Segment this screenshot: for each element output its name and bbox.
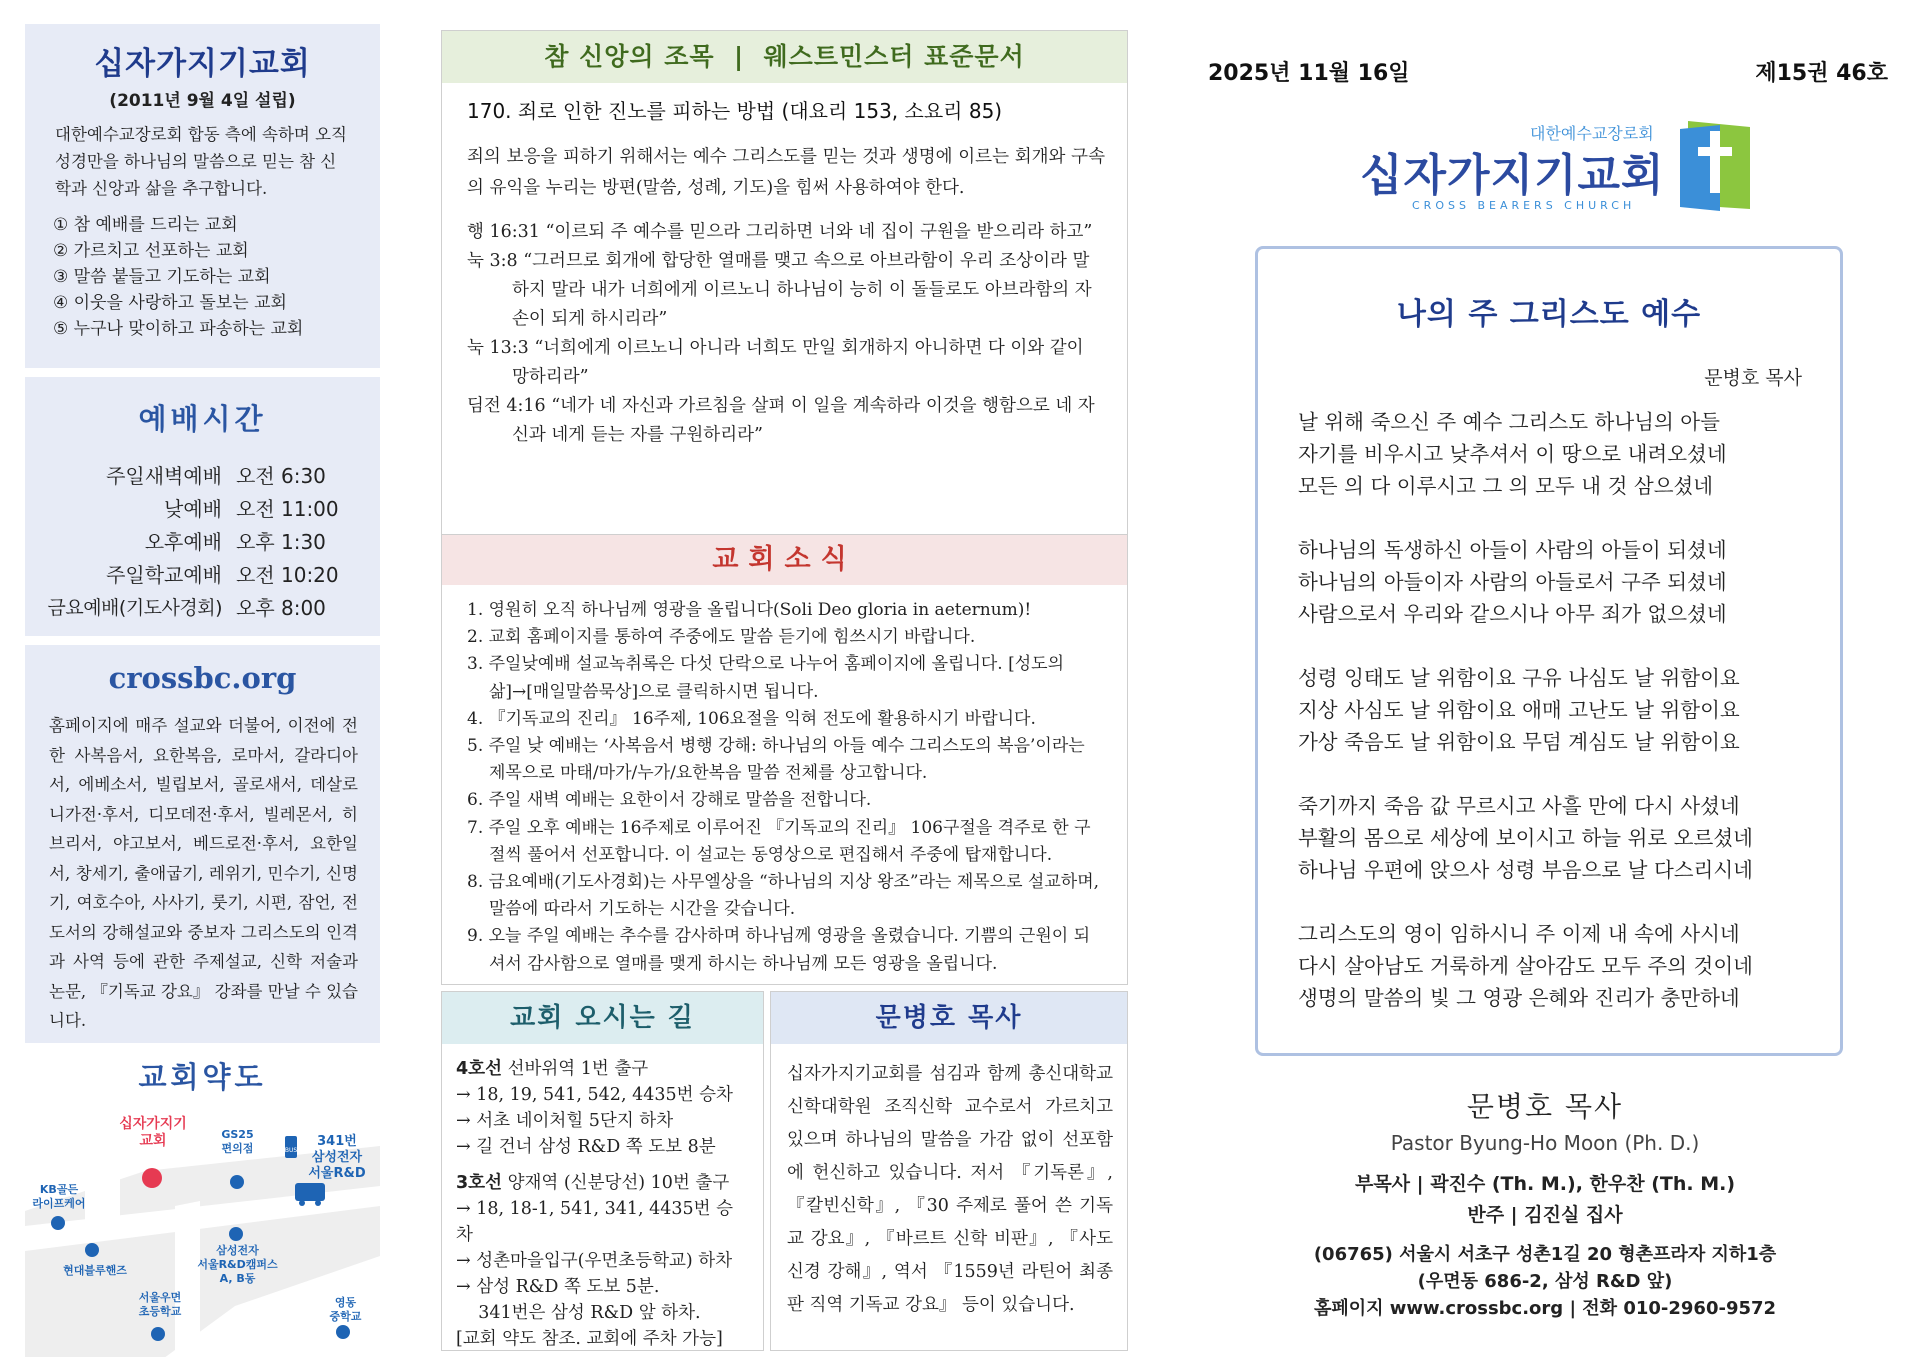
hymn-title: 나의 주 그리스도 예수 [1396, 297, 1702, 332]
news-item: 1. 영원히 오직 하나님께 영광을 올립니다(Soli Deo gloria in aeternum)! [467, 600, 1032, 620]
church-logo [1360, 115, 1780, 225]
logo-english: CROSS BEARERS CHURCH [1412, 199, 1636, 212]
line4-heading [456, 1056, 749, 1082]
motto-item: ② 가르치고 선포하는 교회 [53, 241, 249, 261]
motto-list [41, 212, 364, 342]
church-intro: 대한예수교장로회 합동 측에 속하며 오직 성경만을 하나님의 말씀으로 믿는 참 신학과 신앙과 삶을 추구합니다. [55, 125, 347, 198]
news-item: 3. 주일낮예배 설교녹취록은 다섯 단락으로 나누어 홈페이지에 올립니다. [성도의 삶]→[매일말씀묵상]으로 클릭하시면 됩니다. [467, 654, 1064, 702]
map-label-gs25: GS25 편의점 [221, 1128, 254, 1155]
news-item: 9. 오늘 주일 예배는 추수를 감사하며 하나님께 영광을 올렸습니다. 기쁨의 근원이 되셔서 감사함으로 열매를 맺게 하시는 하나님께 모든 영광을 올립니다. [467, 926, 1090, 974]
kb-marker [51, 1216, 65, 1230]
catechism-header: 참 신앙의 조목 | 웨스트민스터 표준문서 [442, 31, 1127, 83]
direction-step: → 성촌마을입구(우면초등학교) 하차 [456, 1251, 733, 1271]
hymn-line: 모든 의 다 이루시고 그 의 모두 내 것 삼으셨네 [1298, 474, 1714, 498]
hymn-line: 부활의 몸으로 세상에 보이시고 하늘 위로 오르셨네 [1298, 826, 1753, 850]
hymn-line: 날 위해 죽으신 주 예수 그리스도 하나님의 아들 [1298, 410, 1720, 434]
map-label-samsung: 삼성전자 서울R&D캠퍼스 A, B동 [197, 1244, 278, 1285]
catechism-box [441, 30, 1128, 535]
pastor-bio: 십자가지기교회를 섬김과 함께 총신대학교 신학대학원 조직신학 교수로서 가르치고 있으며 하나님의 말씀을 가감 없이 선포함에 헌신하고 있습니다. 저서 『기독론』, 『칼빈신학』, 『30 주제로 풀어 쓴 기독교 강요』, 『바르트 신학 비판』, 『사도신경 강해』, 역서 『1559년 라틴어 최종판 직역 기독교 강요』 등이 있습니다. [787, 1064, 1113, 1315]
hymn-line: 사람으로서 우리와 같으시나 아무 죄가 없으셨네 [1298, 602, 1727, 626]
spacer [456, 1160, 749, 1170]
map-label-bus: 341번 삼성전자 서울R&D [308, 1134, 366, 1181]
worship-time: 오전 6:30 [236, 464, 326, 488]
map-label-school: 서울우면 초등학교 [138, 1291, 182, 1318]
motto-item: ④ 이웃을 사랑하고 돌보는 교회 [53, 293, 287, 313]
bus-icon [295, 1183, 325, 1201]
pastor-header: 문병호 목사 [771, 992, 1127, 1044]
direction-step: → 18, 18-1, 541, 341, 4435번 승차 [456, 1199, 734, 1245]
hymn-line: 성령 잉태도 날 위함이요 구유 나심도 날 위함이요 [1298, 666, 1740, 690]
news-item: 2. 교회 홈페이지를 통하여 주중에도 말씀 듣기에 힘쓰시기 바랍니다. [467, 627, 976, 648]
hymn-line: 그리스도의 영이 임하시니 주 이제 내 속에 사시네 [1298, 922, 1740, 946]
map-label-kb: KB골든 라이프케어 [32, 1183, 86, 1210]
hymn-line: 다시 살아남도 거룩하게 살아감도 모두 주의 것이네 [1298, 954, 1753, 978]
line3-label: 3호선 [456, 1173, 502, 1193]
website-description: 홈페이지에 매주 설교와 더불어, 이전에 전한 사복음서, 요한복음, 로마서, 갈라디아서, 에베소서, 빌립보서, 골로새서, 데살로니가전·후서, 디모데전·후서, 빌레몬서, 히브리서, 야고보서, 베드로전·후서, 요한일서, 창세기, 출애굽기, 레위기, 민수기, 신명기, 여호수아, 사사기, 룻기, 시편, 잠언, 전도서의 강해설교와 중보자 그리스도의 인격과 사역 등에 관한 주제설교, 신학 저술과 논문, 『기독교 강요』 강좌를 만날 수 있습니다. [49, 716, 358, 1030]
catechism-answer: 죄의 보응을 피하기 위해서는 예수 그리스도를 믿는 것과 생명에 이르는 회개와 구속의 유익을 누리는 방편(말씀, 성례, 기도)을 힘써 사용하여야 한다. [467, 147, 1105, 198]
worship-time: 오전 11:00 [236, 497, 339, 521]
worship-name: 금요예배(기도사경회) [47, 597, 222, 619]
hyundai-marker [85, 1243, 99, 1257]
worship-panel [25, 377, 380, 636]
school-marker [151, 1327, 165, 1341]
hymn-stanza [1298, 406, 1808, 502]
scripture-verse: 눅 3:8 “그러므로 회개에 합당한 열매를 맺고 속으로 아브라함이 우리 조상이라 말하지 말라 내가 너희에게 이르노니 하나님이 능히 이 돌들로도 아브라함의 자손이 되게 하시리라” [467, 251, 1092, 329]
website-panel [25, 645, 380, 1043]
middle-school-marker [336, 1325, 350, 1339]
middle-column [441, 30, 1128, 1351]
church-name: 십자가지기교회 [94, 46, 311, 82]
line4-station: 선바위역 1번 출구 [502, 1059, 649, 1079]
motto-item: ⑤ 누구나 맞이하고 파송하는 교회 [53, 319, 304, 339]
hymn-stanza [1298, 790, 1808, 886]
directions-header: 교회 오시는 길 [442, 992, 763, 1044]
worship-row [41, 526, 364, 559]
footer [1190, 1085, 1900, 1322]
hymn-line: 하나님의 아들이자 사람의 아들로서 구주 되셨네 [1298, 570, 1727, 594]
church-map [25, 1106, 380, 1357]
logo-name: 십자가지기교회 [1360, 150, 1665, 201]
map-label-church: 십자가지기 교회 [119, 1116, 187, 1149]
hymn-line: 죽기까지 죽음 값 무르시고 사흘 만에 다시 사셨네 [1298, 794, 1740, 818]
footer-pastor-name: 문병호 목사 [1466, 1090, 1624, 1123]
map-title: 교회약도 [138, 1060, 267, 1094]
motto-item: ③ 말씀 붙들고 기도하는 교회 [53, 267, 271, 287]
scripture-verse: 딤전 4:16 “네가 네 자신과 가르침을 살펴 이 일을 계속하라 이것을 행함으로 네 자신과 네게 듣는 자를 구원하리라” [467, 396, 1095, 445]
direction-step: → 길 건너 삼성 R&D 쪽 도보 8분 [456, 1137, 716, 1157]
scripture-verse: 행 16:31 “이르되 주 예수를 믿으라 그리하면 너와 네 집이 구원을 받으리라 하고” [467, 222, 1093, 242]
news-header: 교회소식 [442, 535, 1127, 585]
hymn-stanza [1298, 662, 1808, 758]
hymn-stanza [1298, 534, 1808, 630]
map-label-middle-school: 영동 중학교 [329, 1296, 362, 1323]
news-box [441, 535, 1128, 985]
left-column [25, 24, 380, 1357]
worship-name: 오후예배 [144, 530, 222, 554]
footer-address [1190, 1241, 1900, 1322]
worship-row [41, 493, 364, 526]
church-marker [142, 1168, 162, 1188]
direction-step: 341번은 삼성 R&D 앞 하차. [456, 1303, 701, 1323]
worship-row [41, 559, 364, 592]
pastor-box [770, 991, 1128, 1351]
worship-time: 오전 10:20 [236, 563, 339, 587]
scripture-verse: 눅 13:3 “너희에게 이르노니 아니라 너희도 만일 회개하지 아니하면 다 이와 같이 망하리라” [467, 338, 1084, 387]
direction-step: → 삼성 R&D 쪽 도보 5분. [456, 1277, 660, 1297]
samsung-marker [229, 1227, 243, 1241]
verse-list [442, 204, 1127, 460]
address-line: (06765) 서울시 서초구 성촌1길 20 형촌프라자 지하1층 [1313, 1244, 1777, 1265]
news-list [442, 585, 1127, 986]
logo-denomination: 대한예수교장로회 [1530, 124, 1654, 143]
footer-associates: 부목사 | 곽진수 (Th. M.), 한우찬 (Th. M.) [1354, 1173, 1736, 1195]
footer-pastor-english: Pastor Byung-Ho Moon (Ph. D.) [1390, 1131, 1700, 1155]
footer-contact[interactable]: 홈페이지 www.crossbc.org | 전화 010-2960-9572 [1313, 1298, 1777, 1319]
news-item: 6. 주일 새벽 예배는 요한이서 강해로 말씀을 전합니다. [467, 790, 872, 811]
direction-step: [교회 약도 참조. 교회에 주차 가능] [456, 1329, 723, 1349]
hymn-box [1255, 246, 1843, 1056]
direction-step: → 18, 19, 541, 542, 4435번 승차 [456, 1085, 733, 1105]
footer-accompanist: 반주 | 김진실 집사 [1467, 1204, 1623, 1226]
hymn-line: 가상 죽음도 날 위함이요 무덤 계심도 날 위함이요 [1298, 730, 1740, 754]
line4-label: 4호선 [456, 1059, 502, 1079]
news-item: 8. 금요예배(기도사경회)는 사무엘상을 “하나님의 지상 왕조”라는 제목으로 설교하며, 말씀에 따라서 기도하는 시간을 갖습니다. [467, 872, 1100, 920]
worship-row [41, 460, 364, 493]
hymn-line: 하나님 우편에 앉으사 성령 부음으로 날 다스리시네 [1298, 858, 1753, 882]
hymn-stanza [1298, 918, 1808, 1014]
worship-name: 주일학교예배 [106, 563, 222, 587]
line3-heading [456, 1170, 749, 1196]
bus-badge-text: BUS [284, 1147, 298, 1154]
motto-item: ① 참 예배를 드리는 교회 [53, 215, 238, 235]
directions-box [441, 991, 764, 1351]
hymn-line: 하나님의 독생하신 아들이 사람의 아들이 되셨네 [1298, 538, 1727, 562]
news-item: 5. 주일 낮 예배는 ‘사복음서 병행 강해: 하나님의 아들 예수 그리스도의 복음’이라는 제목으로 마태/마가/누가/요한복음 말씀 전체를 상고합니다. [467, 736, 1085, 784]
news-item: 7. 주일 오후 예배는 16주제로 이루어진 『기독교의 진리』 106구절을 격주로 한 구절씩 풀어서 선포합니다. 이 설교는 동영상으로 편집해서 주중에 탑재합니다. [467, 817, 1091, 865]
line3-station: 양재역 (신분당선) 10번 출구 [502, 1173, 730, 1193]
gs25-marker [230, 1175, 244, 1189]
map-label-hyundai: 현대블루핸즈 [63, 1264, 127, 1277]
hymn-stanzas [1258, 390, 1840, 1014]
hymn-line: 자기를 비우시고 낮추셔서 이 땅으로 내려오셨네 [1298, 442, 1727, 466]
worship-name: 낮예배 [164, 497, 222, 521]
direction-step: → 서초 네이처힐 5단지 하차 [456, 1111, 674, 1131]
cross-logo-icon [1680, 115, 1752, 211]
hymn-author: 문병호 목사 [1704, 367, 1802, 389]
church-info-panel [25, 24, 380, 368]
hymn-line: 생명의 말씀의 빛 그 영광 은혜와 진리가 충만하네 [1298, 986, 1740, 1010]
website-link[interactable]: crossbc.org [108, 661, 297, 695]
hymn-line: 지상 사심도 날 위함이요 애매 고난도 날 위함이요 [1298, 698, 1740, 722]
news-item: 4. 『기독교의 진리』 16주제, 106요절을 익혀 전도에 활용하시기 바랍니다. [467, 708, 1036, 729]
catechism-question: 170. 죄로 인한 진노를 피하는 방법 (대요리 153, 소요리 85) [467, 99, 1003, 123]
worship-table [41, 460, 364, 625]
established-date: (2011년 9월 4일 설립) [109, 91, 296, 111]
worship-title: 예배시간 [138, 402, 267, 436]
address-line: (우면동 686-2, 삼성 R&D 앞) [1417, 1271, 1673, 1292]
worship-row [41, 592, 364, 625]
worship-time: 오후 1:30 [236, 530, 326, 554]
right-column [1190, 40, 1900, 1340]
bulletin-issue: 제15권 46호 [1755, 61, 1888, 86]
bottom-row [441, 991, 1128, 1351]
worship-name: 주일새벽예배 [106, 464, 222, 488]
directions-text [442, 1044, 763, 1357]
worship-time: 오후 8:00 [236, 596, 326, 620]
bulletin-date: 2025년 11월 16일 [1208, 61, 1410, 86]
